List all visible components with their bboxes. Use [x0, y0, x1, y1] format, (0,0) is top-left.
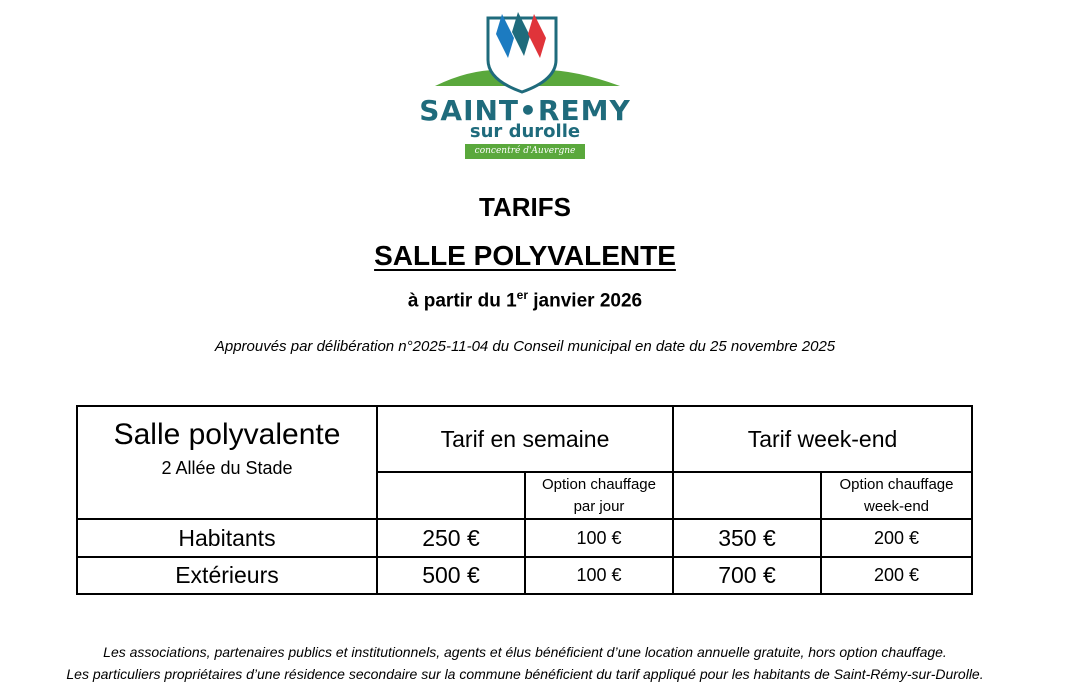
weekday-price: 250 € [377, 519, 525, 557]
page-subtitle [0, 238, 1050, 274]
weekend-header: Tarif week-end [673, 406, 972, 472]
weekend-heating-header [821, 472, 972, 519]
venue-cell [77, 406, 377, 519]
weekend-heating-line2: week-end [863, 497, 930, 515]
weekend-heating-price: 200 € [821, 519, 972, 557]
weekday-heating-line1: Option chauffage [542, 475, 656, 493]
logo-town-sub: sur durolle [469, 121, 581, 142]
date-sup: er [516, 288, 528, 302]
weekend-heating-line1: Option chauffage [839, 475, 954, 493]
footnote: Les associations, partenaires publics et institutionnels, agents et élus bénéficient d’une location annuelle gratuite, hors option chauffage. [103, 644, 947, 660]
venue-address: 2 Allée du Stade [161, 458, 293, 478]
table-header-row [77, 406, 972, 472]
page-title: TARIFS [479, 192, 571, 222]
weekday-header: Tarif en semaine [377, 406, 673, 472]
logo-emblem [410, 8, 640, 98]
town-logo [410, 8, 640, 163]
venue-name: Salle polyvalente [113, 418, 341, 451]
table-row [77, 557, 972, 594]
weekday-heating-price: 100 € [525, 519, 673, 557]
date-suffix: janvier 2026 [528, 290, 643, 312]
weekday-heating-line2: par jour [573, 497, 625, 515]
logo-tagline: concentré d'Auvergne [465, 144, 585, 159]
weekend-price: 350 € [673, 519, 821, 557]
weekend-blank-cell [673, 472, 821, 519]
date-prefix: à partir du 1 [407, 290, 517, 312]
weekday-price: 500 € [377, 557, 525, 594]
row-label: Extérieurs [77, 557, 377, 594]
subtitle-text: SALLE POLYVALENTE [374, 240, 676, 271]
date-line [0, 282, 1050, 314]
weekend-price: 700 € [673, 557, 821, 594]
approval-line: Approuvés par délibération n°2025-11-04 du Conseil municipal en date du 25 novembre 2025 [214, 338, 836, 355]
weekday-heating-price: 100 € [525, 557, 673, 594]
row-label: Habitants [77, 519, 377, 557]
weekday-blank-cell [377, 472, 525, 519]
weekend-heating-price: 200 € [821, 557, 972, 594]
tariff-table [76, 405, 973, 595]
footnote: Les particuliers propriétaires d’une résidence secondaire sur la commune bénéficient du tarif appliqué pour les habitants de Saint-Rémy-sur-Durolle. [66, 666, 984, 682]
weekday-heating-header [525, 472, 673, 519]
table-row [77, 519, 972, 557]
logo-town-name: SAINT•REMY [419, 94, 631, 127]
